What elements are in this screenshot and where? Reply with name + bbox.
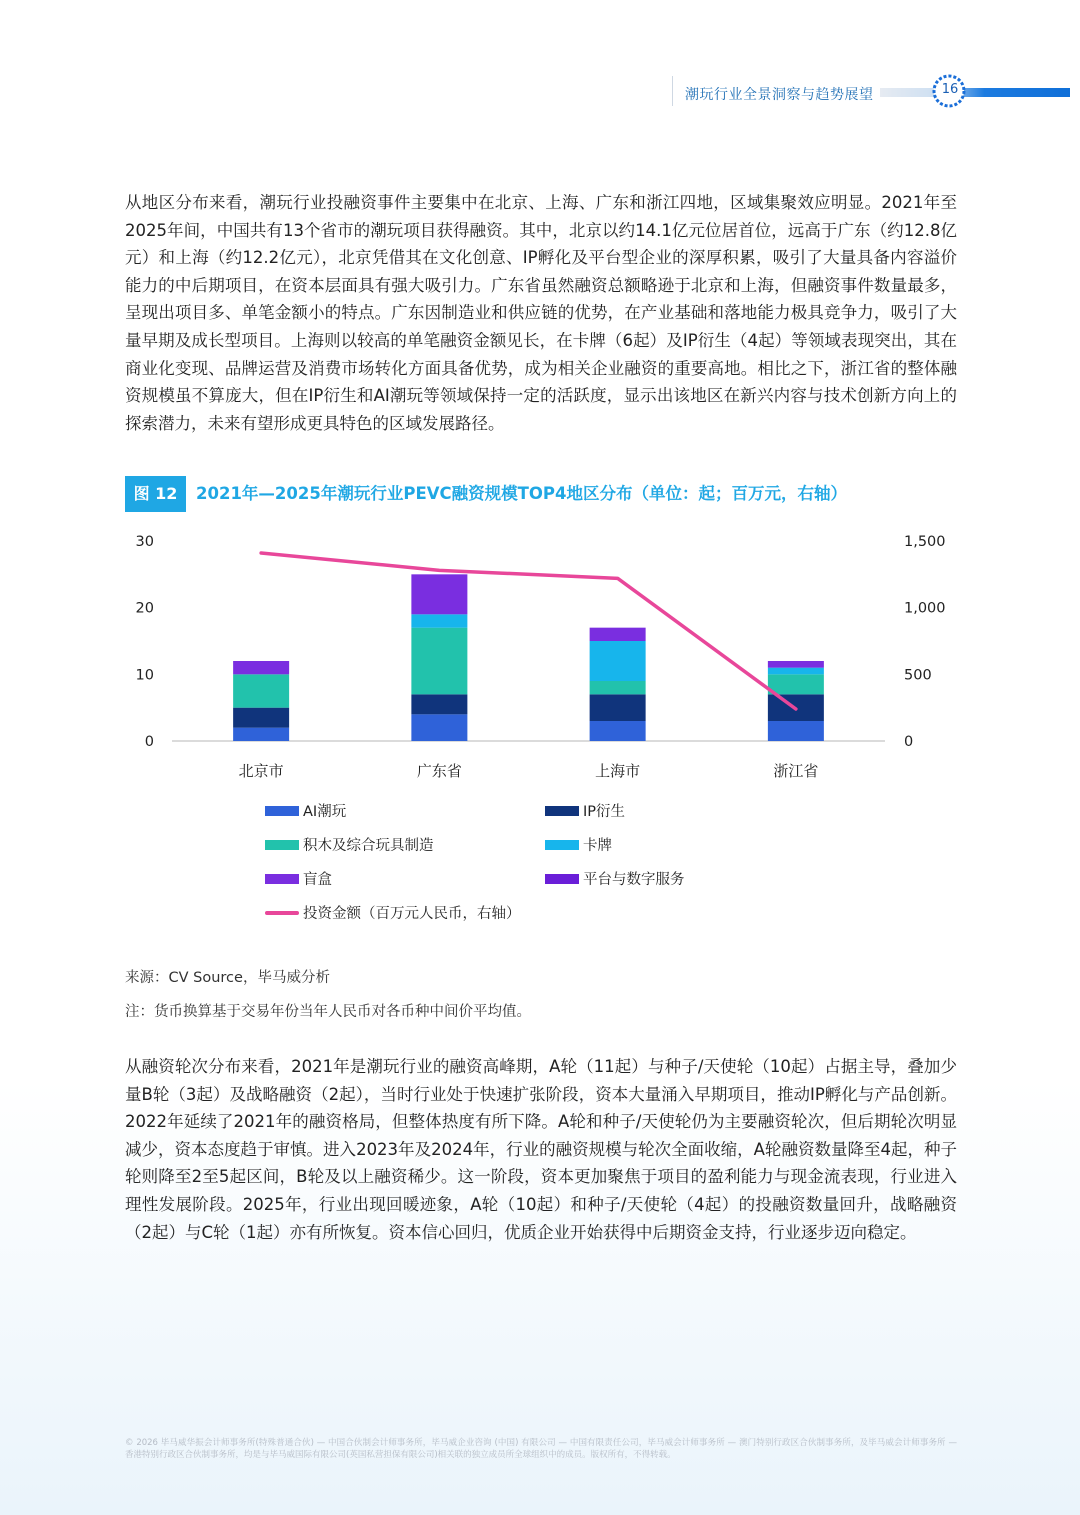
category-label: 浙江省: [773, 762, 819, 780]
body-paragraph-2: 从融资轮次分布来看，2021年是潮玩行业的融资高峰期，A轮（11起）与种子/天使轮（10起）占据主导，叠加少量B轮（3起）及战略融资（2起），当时行业处于快速扩张阶段，资本大量涌入早期项目，推动IP孵化与产品创新。2022年延续了2021年的融资格局，但整体热度有所下降。A轮和种子/天使轮仍为主要融资轮次，但后期轮次明显减少，资本态度趋于审慎。进入2023年及2024年，行业的融资规模与轮次全面收缩，A轮融资数量降至4起，种子轮则降至2至5起区间，B轮及以上融资稀少。这一阶段，资本更加聚焦于项目的盈利能力与现金流表现，行业进入理性发展阶段。2025年，行业出现回暖迹象，A轮（10起）和种子/天使轮（4起）的投融资数量回升，战略融资（2起）与C轮（1起）亦有所恢复。资本信心回归，优质企业开始获得中后期资金支持，行业逐步迈向稳定。: [125, 1057, 957, 1242]
legend-swatch: [545, 874, 579, 884]
header-separator: [672, 76, 673, 106]
category-label: 北京市: [238, 762, 284, 780]
investment-amount-line: [261, 553, 796, 709]
copyright-footer: © 2026 毕马威华振会计师事务所(特殊普通合伙) — 中国合伙制会计师事务所，毕马威企业咨询 (中国) 有限公司 — 中国有限责任公司，毕马威会计师事务所 — 澳门特别行政区合伙制事务所，及毕马威会计师事务所 — 香港特别行政区合伙制事务所，均是与毕马威国际有限公司(英国私营担保有限公司)相关联的独立成员所全球组织中的成员。版权所有，不得转载。: [125, 1438, 957, 1460]
legend-swatch: [265, 840, 299, 850]
bar-segment: [411, 628, 467, 695]
right-axis-tick-label: 500: [904, 667, 932, 684]
legend-label: 盲盒: [303, 872, 332, 888]
body-paragraph-1: 从地区分布来看，潮玩行业投融资事件主要集中在北京、上海、广东和浙江四地，区域集聚效应明显。2021年至2025年间，中国共有13个省市的潮玩项目获得融资。其中，北京以约14.1亿元位居首位，远高于广东（约12.8亿元）和上海（约12.2亿元），北京凭借其在文化创意、IP孵化及平台型企业的深厚积累，吸引了大量具备内容溢价能力的中后期项目，在资本层面具有强大吸引力。广东省虽然融资总额略逊于北京和上海，但融资事件数量最多，呈现出项目多、单笔金额小的特点。广东因制造业和供应链的优势，在产业基础和落地能力极具竞争力，吸引了大量早期及成长型项目。上海则以较高的单笔融资金额见长，在卡牌（6起）及IP衍生（4起）等领域表现突出，其在商业化变现、品牌运营及消费市场转化方面具备优势，成为相关企业融资的重要高地。相比之下，浙江省的整体融资规模虽不算庞大，但在IP衍生和AI潮玩等领域保持一定的活跃度，显示出该地区在新兴内容与技术创新方向上的探索潜力，未来有望形成更具特色的区域发展路径。: [125, 193, 957, 433]
source-note: 来源：CV Source，毕马威分析: [125, 970, 330, 986]
bar-segment: [590, 721, 646, 741]
legend-swatch: [265, 911, 299, 915]
legend-swatch: [265, 806, 299, 816]
legend-item: [265, 870, 332, 890]
legend-item: [265, 836, 434, 856]
right-axis-tick-label: 0: [904, 734, 914, 750]
right-axis-tick-label: 1,000: [904, 600, 946, 617]
bar-segment: [411, 714, 467, 741]
figure-title: 2021年—2025年潮玩行业PEVC融资规模TOP4地区分布（单位：起；百万元，右轴）: [196, 484, 847, 503]
bar-segment: [590, 641, 646, 681]
bar-segment: [233, 674, 289, 707]
legend-item: [265, 904, 521, 924]
legend-label: 投资金额（百万元人民币，右轴）: [303, 906, 521, 922]
legend-item: [545, 870, 685, 890]
legend-swatch: [545, 806, 579, 816]
legend-label: 平台与数字服务: [583, 872, 685, 888]
left-axis-tick-label: 30: [135, 534, 154, 550]
bar-segment: [233, 728, 289, 741]
legend-label: 卡牌: [583, 838, 612, 854]
category-label: 广东省: [416, 762, 462, 780]
legend-swatch: [265, 874, 299, 884]
stacked-bar-line-chart: [110, 520, 970, 790]
page-number: 16: [941, 82, 959, 97]
figure-label: 图 12: [125, 476, 186, 512]
header-accent-bar: [880, 88, 1070, 97]
bar-segment: [411, 614, 467, 627]
bar-segment: [233, 661, 289, 674]
bar-segment: [411, 574, 467, 614]
left-axis-tick-label: 0: [144, 734, 154, 750]
category-label: 上海市: [595, 762, 641, 780]
bar-segment: [590, 681, 646, 694]
legend-label: AI潮玩: [303, 804, 347, 820]
bar-segment: [590, 628, 646, 641]
bar-segment: [411, 694, 467, 714]
legend-label: 积木及综合玩具制造: [303, 838, 434, 854]
bar-segment: [768, 721, 824, 741]
legend-item: [265, 802, 346, 822]
right-axis-tick-label: 1,500: [904, 534, 946, 550]
bar-segment: [590, 694, 646, 721]
legend-swatch: [545, 840, 579, 850]
left-axis-tick-label: 20: [135, 600, 154, 617]
bar-segment: [233, 708, 289, 728]
bar-segment: [768, 674, 824, 694]
footnote: 注：货币换算基于交易年份当年人民币对各币种中间价平均值。: [125, 1004, 531, 1020]
left-axis-tick-label: 10: [135, 667, 154, 684]
legend-item: [545, 802, 625, 822]
bar-segment: [768, 661, 824, 668]
header-title: 潮玩行业全景洞察与趋势展望: [685, 87, 874, 103]
legend-item: [545, 836, 612, 856]
bar-segment: [768, 668, 824, 675]
legend-label: IP衍生: [583, 804, 626, 820]
